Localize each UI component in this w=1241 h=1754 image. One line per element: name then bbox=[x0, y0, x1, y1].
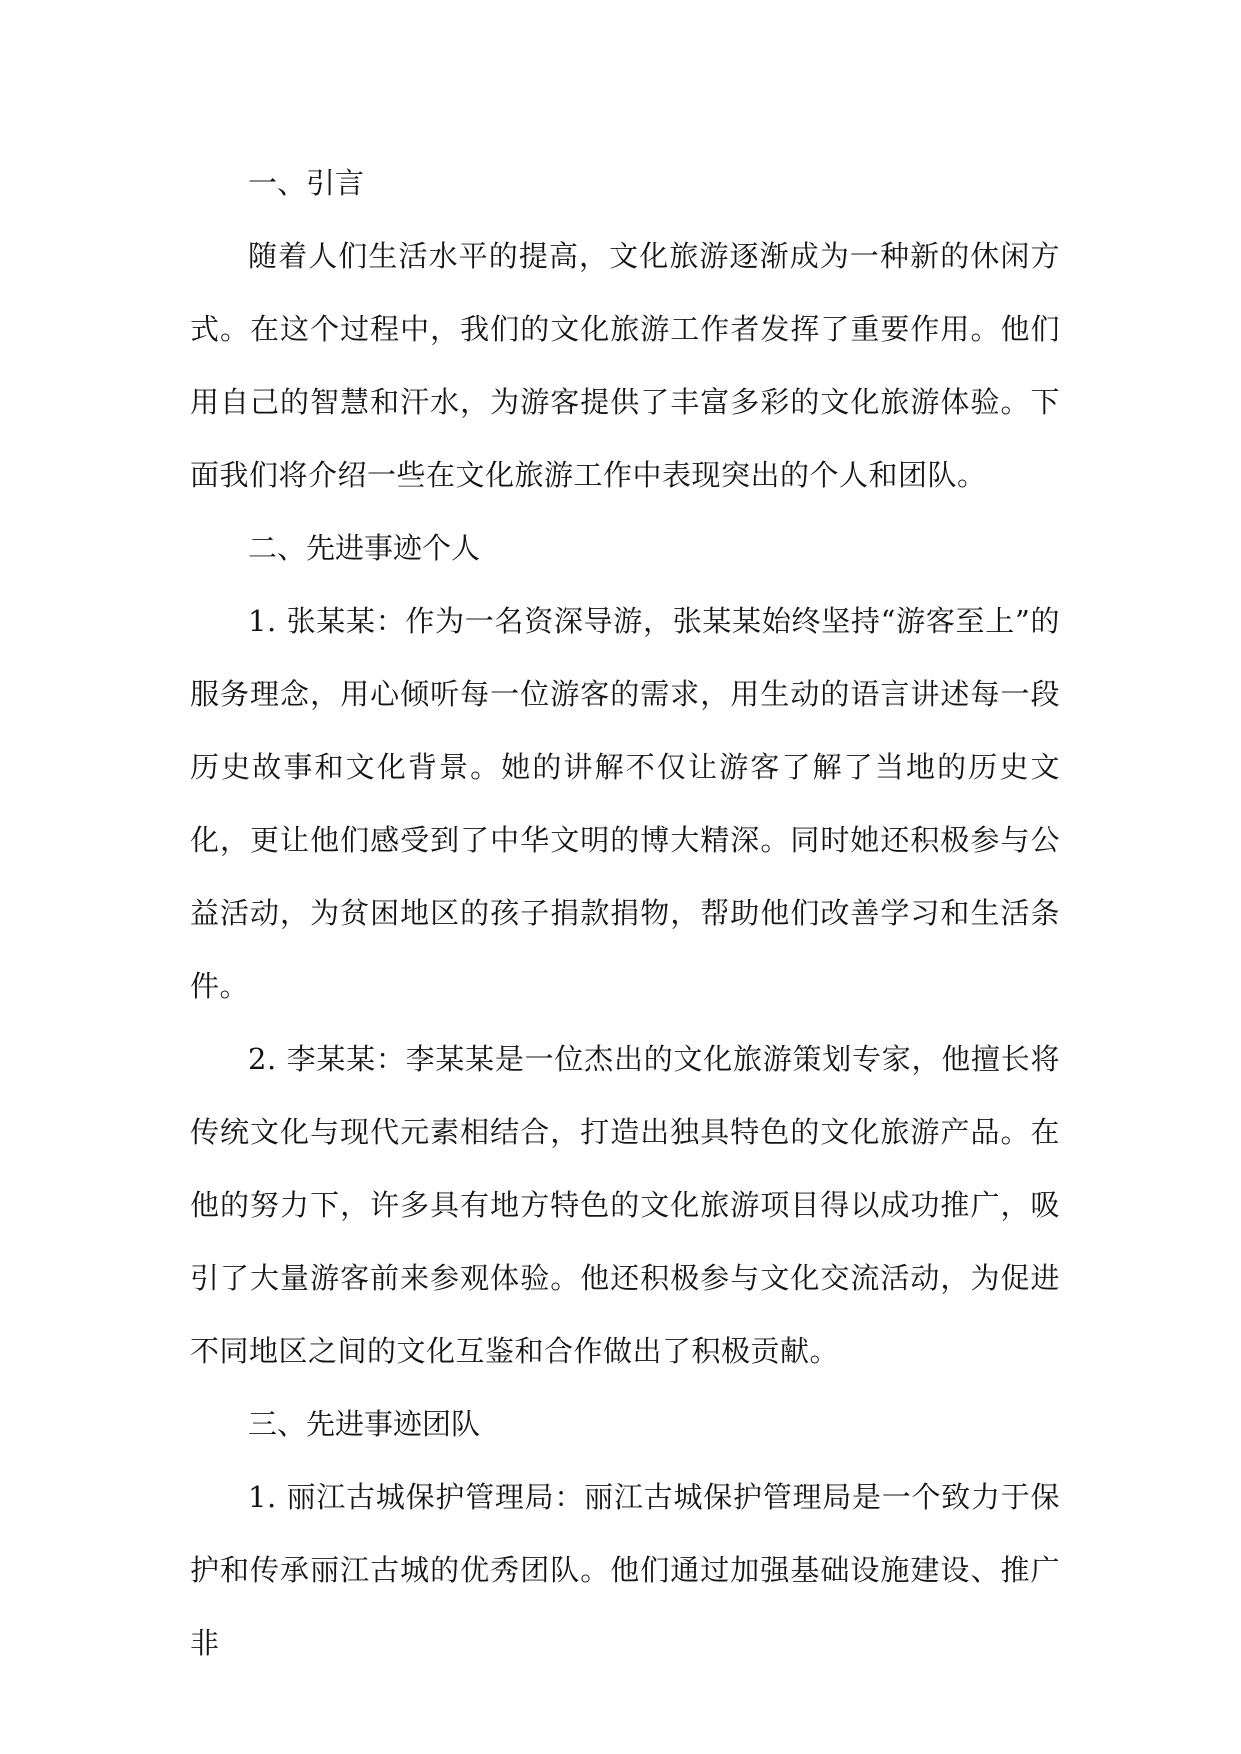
individual-paragraph-2: 2. 李某某：李某某是一位杰出的文化旅游策划专家，他擅长将传统文化与现代元素相结合，打造出独具特色的文化旅游产品。在他的努力下，许多具有地方特色的文化旅游项目得以成功推广，吸引了大量游客前来参观体验。他还积极参与文化交流活动，为促进不同地区之间的文化互鉴和合作做出了积极贡献。 bbox=[190, 1042, 1060, 1368]
section-heading-individuals: 二、先进事迹个人 bbox=[248, 531, 481, 565]
section-heading-introduction: 一、引言 bbox=[248, 166, 365, 200]
section-heading-teams: 三、先进事迹团队 bbox=[248, 1407, 481, 1441]
introduction-paragraph: 随着人们生活水平的提高，文化旅游逐渐成为一种新的休闲方式。在这个过程中，我们的文化旅游工作者发挥了重要作用。他们用自己的智慧和汗水，为游客提供了丰富多彩的文化旅游体验。下面我们将介绍一些在文化旅游工作中表现突出的个人和团队。 bbox=[190, 239, 1060, 492]
document-body bbox=[190, 147, 1060, 1680]
individual-paragraph-1: 1. 张某某：作为一名资深导游，张某某始终坚持“游客至上”的服务理念，用心倾听每一位游客的需求，用生动的语言讲述每一段历史故事和文化背景。她的讲解不仅让游客了解了当地的历史文化，更让他们感受到了中华文明的博大精深。同时她还积极参与公益活动，为贫困地区的孩子捐款捐物，帮助他们改善学习和生活条件。 bbox=[190, 604, 1060, 1003]
team-paragraph-1: 1. 丽江古城保护管理局：丽江古城保护管理局是一个致力于保护和传承丽江古城的优秀团队。他们通过加强基础设施建设、推广非 bbox=[190, 1480, 1060, 1660]
